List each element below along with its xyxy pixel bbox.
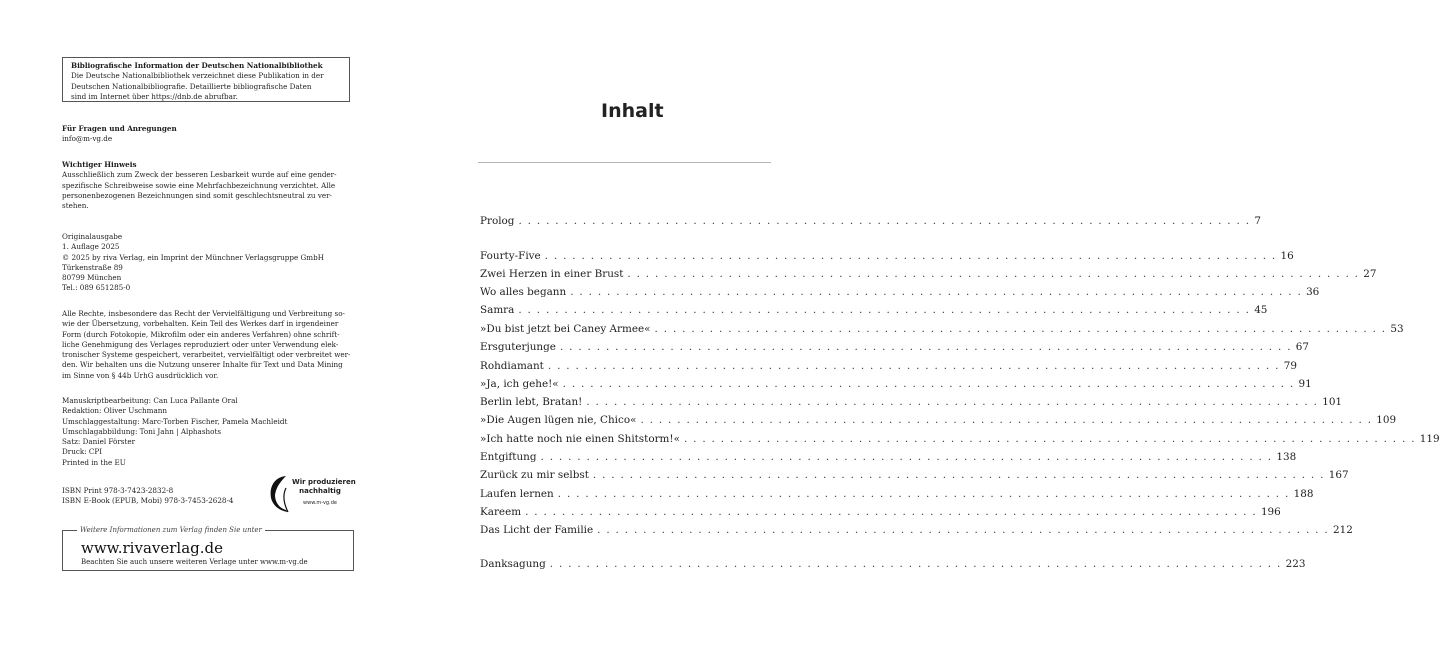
- sustainability-logo: [266, 474, 356, 514]
- toc-leader-dots: . . . . . . . . . . . . . . . . . . . . . . . . . . . . . . . . . . . . . . . . . . . . . . . . . . . . . . . . . . . . . . . . . . . . . . . . . . . . . . . .: [518, 215, 1251, 227]
- toc-entry-title: Zurück zu mir selbst: [480, 469, 589, 481]
- toc-leader-dots: . . . . . . . . . . . . . . . . . . . . . . . . . . . . . . . . . . . . . . . . . . . . . . . . . . . . . . . . . . . . . . . . . . . . . . . . . . . . . . . .: [559, 341, 1292, 353]
- edition-line: Tel.: 089 651285-0: [62, 283, 131, 293]
- credits-line: Umschlaggestaltung: Marc-Torben Fischer, Pamela Machleidt: [62, 416, 288, 426]
- toc-entry[interactable]: [480, 506, 1281, 520]
- toc-entry[interactable]: [480, 323, 1404, 337]
- toc-entry[interactable]: [480, 396, 1343, 410]
- credits-line: Printed in the EU: [62, 457, 126, 467]
- toc-entry[interactable]: [480, 524, 1353, 538]
- bibliographic-info-title: Bibliografische Information der Deutschen Nationalbibliothek: [71, 61, 323, 70]
- website-caption: Weitere Informationen zum Verlag finden Sie unter: [77, 526, 265, 534]
- notice-line: Ausschließlich zum Zweck der besseren Lesbarkeit wurde auf eine gender-: [62, 170, 337, 180]
- bibliographic-info-line: Deutschen Nationalbibliografie. Detaillierte bibliografische Daten: [71, 81, 312, 91]
- toc-leader-dots: . . . . . . . . . . . . . . . . . . . . . . . . . . . . . . . . . . . . . . . . . . . . . . . . . . . . . . . . . . . . . . . . . . . . . . . . . . . . . . . .: [540, 451, 1273, 463]
- toc-leader-dots: . . . . . . . . . . . . . . . . . . . . . . . . . . . . . . . . . . . . . . . . . . . . . . . . . . . . . . . . . . . . . . . . . . . . . . . . . . . . . . . .: [592, 469, 1325, 481]
- contact-email: info@m-vg.de: [62, 134, 113, 144]
- credits-line: Druck: CPI: [62, 447, 103, 457]
- toc-entry-title: Laufen lernen: [480, 488, 554, 500]
- toc-leader-dots: . . . . . . . . . . . . . . . . . . . . . . . . . . . . . . . . . . . . . . . . . . . . . . . . . . . . . . . . . . . . . . . . . . . . . . . . . . . . . . . .: [544, 250, 1277, 262]
- credits-line: Satz: Daniel Förster: [62, 437, 136, 447]
- website-url[interactable]: www.rivaverlag.de: [81, 539, 224, 557]
- notice-title: Wichtiger Hinweis: [62, 160, 137, 169]
- toc-entry[interactable]: [480, 488, 1314, 502]
- bibliographic-info-line: Die Deutsche Nationalbibliothek verzeichnet diese Publikation in der: [71, 71, 324, 81]
- logo-url: www.m-vg.de: [303, 500, 337, 506]
- toc-leader-dots: . . . . . . . . . . . . . . . . . . . . . . . . . . . . . . . . . . . . . . . . . . . . . . . . . . . . . . . . . . . . . . . . . . . . . . . . . . . . . . . .: [549, 558, 1282, 570]
- rights-block: [62, 309, 358, 381]
- toc-leader-dots: . . . . . . . . . . . . . . . . . . . . . . . . . . . . . . . . . . . . . . . . . . . . . . . . . . . . . . . . . . . . . . . . . . . . . . . . . . . . . . . .: [525, 506, 1257, 518]
- toc-entry-page: 101: [1322, 396, 1343, 408]
- toc-entry-title: Entgiftung: [480, 451, 537, 463]
- toc-leader-dots: . . . . . . . . . . . . . . . . . . . . . . . . . . . . . . . . . . . . . . . . . . . . . . . . . . . . . . . . . . . . . . . . . . . . . . . . . . . . . . . .: [586, 396, 1319, 408]
- notice-line: spezifische Schreibweise sowie eine Mehrfachbezeichnung verzichtet. Alle: [62, 180, 336, 190]
- logo-text-line1: Wir produzieren: [292, 478, 356, 486]
- toc-entry-title: Zwei Herzen in einer Brust: [480, 268, 624, 280]
- toc-entry-title: Rohdiamant: [480, 360, 544, 372]
- credits-line: Umschlagabbildung: Toni Jahn | Alphashots: [62, 426, 222, 436]
- toc-leader-dots: . . . . . . . . . . . . . . . . . . . . . . . . . . . . . . . . . . . . . . . . . . . . . . . . . . . . . . . . . . . . . . . . . . . . . . . . . . . . . . . .: [547, 360, 1280, 372]
- toc-entry[interactable]: [480, 433, 1440, 447]
- notice-line: stehen.: [62, 201, 89, 211]
- toc-entry[interactable]: [480, 304, 1268, 318]
- toc-divider: [478, 162, 771, 163]
- toc-leader-dots: . . . . . . . . . . . . . . . . . . . . . . . . . . . . . . . . . . . . . . . . . . . . . . . . . . . . . . . . . . . . . . . . . . . . . . . . . . . . . . . .: [640, 414, 1373, 426]
- toc-leader-dots: . . . . . . . . . . . . . . . . . . . . . . . . . . . . . . . . . . . . . . . . . . . . . . . . . . . . . . . . . . . . . . . . . . . . . . . . . . . . . . . .: [597, 524, 1329, 536]
- toc-leader-dots: . . . . . . . . . . . . . . . . . . . . . . . . . . . . . . . . . . . . . . . . . . . . . . . . . . . . . . . . . . . . . . . . . . . . . . . . . . . . . . . .: [570, 286, 1303, 298]
- credits-block: [62, 396, 358, 468]
- toc-title: Inhalt: [601, 100, 664, 122]
- toc-entry-title: »Du bist jetzt bei Caney Armee«: [480, 323, 651, 335]
- toc-entry-title: Danksagung: [480, 558, 546, 570]
- edition-line: Türkenstraße 89: [62, 262, 123, 272]
- rights-line: Form (durch Fotokopie, Mikrofilm oder ein anderes Verfahren) ohne schrift-: [62, 329, 340, 339]
- toc-entry[interactable]: [480, 215, 1261, 229]
- toc-entry-page: 45: [1254, 304, 1268, 316]
- toc-leader-dots: . . . . . . . . . . . . . . . . . . . . . . . . . . . . . . . . . . . . . . . . . . . . . . . . . . . . . . . . . . . . . . . . . . . . . . . . . . . . . . . .: [683, 433, 1416, 445]
- toc-entry-title: Samra: [480, 304, 515, 316]
- toc-entry[interactable]: [480, 360, 1297, 374]
- toc-entry-title: Ersguterjunge: [480, 341, 556, 353]
- toc-leader-dots: . . . . . . . . . . . . . . . . . . . . . . . . . . . . . . . . . . . . . . . . . . . . . . . . . . . . . . . . . . . . . . . . . . . . . . . . . . . . . . . .: [518, 304, 1251, 316]
- toc-entry-title: »Die Augen lügen nie, Chico«: [480, 414, 637, 426]
- rights-line: liche Genehmigung des Verlages reproduziert oder unter Verwendung elek-: [62, 339, 339, 349]
- toc-entry-page: 91: [1298, 378, 1312, 390]
- website-note: Beachten Sie auch unsere weiteren Verlage unter www.m-vg.de: [81, 558, 308, 566]
- toc-entry-page: 119: [1419, 433, 1440, 445]
- isbn-print: ISBN Print 978-3-7423-2832-8: [62, 486, 174, 495]
- bibliographic-info-box: [62, 57, 350, 102]
- notice-block: [62, 160, 358, 211]
- toc-entry[interactable]: [480, 341, 1310, 355]
- rights-line: den. Wir behalten uns die Nutzung unserer Inhalte für Text und Data Mining: [62, 360, 343, 370]
- toc-entry[interactable]: [480, 451, 1297, 465]
- imprint-page: [0, 0, 416, 648]
- bibliographic-info-line: sind im Internet über https://dnb.de abrufbar.: [71, 91, 238, 101]
- contact-block: [62, 124, 358, 145]
- toc-entry-page: 223: [1285, 558, 1306, 570]
- toc-leader-dots: . . . . . . . . . . . . . . . . . . . . . . . . . . . . . . . . . . . . . . . . . . . . . . . . . . . . . . . . . . . . . . . . . . . . . . . . . . . . . . . .: [562, 378, 1295, 390]
- toc-leader-dots: . . . . . . . . . . . . . . . . . . . . . . . . . . . . . . . . . . . . . . . . . . . . . . . . . . . . . . . . . . . . . . . . . . . . . . . . . . . . . . . .: [557, 488, 1290, 500]
- toc-entry-page: 67: [1295, 341, 1310, 353]
- rights-line: wie der Übersetzung, vorbehalten. Kein Teil des Werkes darf in irgendeiner: [62, 319, 339, 329]
- toc-entry[interactable]: [480, 558, 1306, 572]
- rights-line: tronischer Systeme gespeichert, verarbeitet, vervielfältigt oder verbreitet wer-: [62, 350, 351, 360]
- toc-entry-page: 167: [1328, 469, 1349, 481]
- toc-leader-dots: . . . . . . . . . . . . . . . . . . . . . . . . . . . . . . . . . . . . . . . . . . . . . . . . . . . . . . . . . . . . . . . . . . . . . . . . . . . . . . . .: [654, 323, 1387, 335]
- edition-line: 1. Auflage 2025: [62, 242, 120, 252]
- rights-line: im Sinne von § 44b UrhG ausdrücklich vor.: [62, 370, 219, 380]
- edition-line: 80799 München: [62, 273, 122, 283]
- toc-entry-page: 196: [1260, 506, 1281, 518]
- toc-entry[interactable]: [480, 469, 1349, 483]
- toc-entry[interactable]: [480, 250, 1294, 264]
- toc-entry-page: 27: [1363, 268, 1377, 280]
- edition-block: [62, 232, 358, 294]
- toc-entry[interactable]: [480, 378, 1312, 392]
- credits-line: Manuskriptbearbeitung: Can Luca Pallante Oral: [62, 396, 238, 405]
- toc-entry-title: »Ja, ich gehe!«: [480, 378, 559, 390]
- toc-entry-title: »Ich hatte noch nie einen Shitstorm!«: [480, 433, 680, 445]
- edition-line: © 2025 by riva Verlag, ein Imprint der Münchner Verlagsgruppe GmbH: [62, 252, 324, 262]
- toc-entry-title: Das Licht der Familie: [480, 524, 594, 536]
- toc-leader-dots: . . . . . . . . . . . . . . . . . . . . . . . . . . . . . . . . . . . . . . . . . . . . . . . . . . . . . . . . . . . . . . . . . . . . . . . . . . . . . . . .: [627, 268, 1360, 280]
- toc-entry[interactable]: [480, 414, 1397, 428]
- edition-line: Originalausgabe: [62, 232, 123, 241]
- isbn-ebook: ISBN E-Book (EPUB, Mobi) 978-3-7453-2628-4: [62, 496, 234, 506]
- toc-entry[interactable]: [480, 268, 1377, 282]
- toc-entry-page: 79: [1283, 360, 1297, 372]
- toc-entry-page: 53: [1390, 323, 1404, 335]
- toc-entry-title: Berlin lebt, Bratan!: [480, 396, 583, 408]
- toc-entry-page: 212: [1332, 524, 1353, 536]
- toc-entry-page: 138: [1276, 451, 1297, 463]
- website-box: [62, 526, 354, 571]
- logo-text-line2: nachhaltig: [299, 487, 341, 495]
- toc-entry-page: 16: [1280, 250, 1294, 262]
- toc-entry[interactable]: [480, 286, 1320, 300]
- toc-entry-title: Fourty-Five: [480, 250, 541, 262]
- rights-line: Alle Rechte, insbesondere das Recht der Vervielfältigung und Verbreitung so-: [62, 309, 345, 318]
- toc-entry-page: 36: [1306, 286, 1320, 298]
- contact-title: Für Fragen und Anregungen: [62, 124, 177, 133]
- toc-entry-page: 109: [1376, 414, 1397, 426]
- credits-line: Redaktion: Oliver Uschmann: [62, 406, 168, 416]
- toc-entry-title: Prolog: [480, 215, 515, 227]
- toc-entry-page: 188: [1293, 488, 1314, 500]
- toc-entry-title: Wo alles begann: [480, 286, 567, 298]
- toc-entry-title: Kareem: [480, 506, 522, 518]
- toc-page: [417, 0, 1440, 648]
- toc-entry-page: 7: [1254, 215, 1261, 227]
- notice-line: personenbezogenen Bezeichnungen sind somit geschlechtsneutral zu ver-: [62, 190, 332, 200]
